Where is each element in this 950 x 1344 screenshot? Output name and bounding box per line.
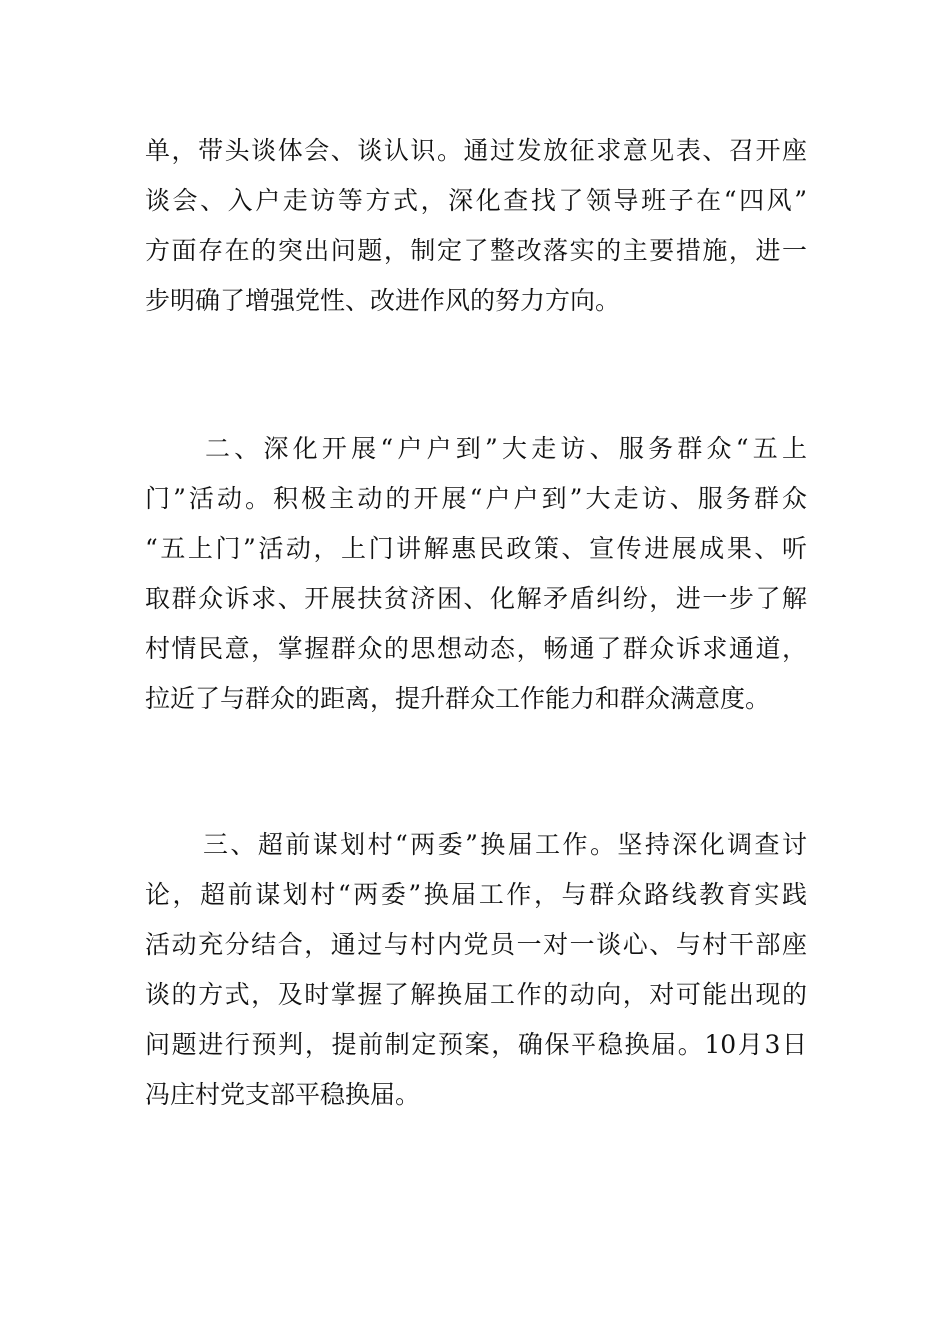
paragraph-line: 冯庄村党支部平稳换届。 xyxy=(145,1080,421,1109)
paragraph-line: 活动充分结合，通过与村内党员一对一谈心、与村干部座 xyxy=(145,930,807,959)
paragraph-line: 谈的方式，及时掌握了解换届工作的动向，对可能出现的 xyxy=(145,980,807,1009)
paragraph-line: 门”活动。积极主动的开展“户户到”大走访、服务群众 xyxy=(145,484,807,513)
paragraph-line: 问题进行预判，提前制定预案，确保平稳换届。10月3日 xyxy=(145,1030,807,1059)
paragraph-line: 二、深化开展“户户到”大走访、服务群众“五上 xyxy=(205,434,807,463)
paragraph-line: 单，带头谈体会、谈认识。通过发放征求意见表、召开座 xyxy=(145,136,807,165)
paragraph-line: 村情民意，掌握群众的思想动态，畅通了群众诉求通道， xyxy=(145,634,807,663)
paragraph-line: “五上门”活动，上门讲解惠民政策、宣传进展成果、听 xyxy=(145,534,807,563)
paragraph-line: 三、超前谋划村“两委”换届工作。坚持深化调查讨 xyxy=(203,830,807,859)
paragraph-line: 谈会、入户走访等方式，深化查找了领导班子在“四风” xyxy=(145,186,807,215)
paragraph-line: 步明确了增强党性、改进作风的努力方向。 xyxy=(145,286,621,315)
paragraph-line: 拉近了与群众的距离，提升群众工作能力和群众满意度。 xyxy=(145,684,771,713)
paragraph-line: 论，超前谋划村“两委”换届工作，与群众路线教育实践 xyxy=(145,880,807,909)
paragraph-line: 方面存在的突出问题，制定了整改落实的主要措施，进一 xyxy=(145,236,807,265)
paragraph-line: 取群众诉求、开展扶贫济困、化解矛盾纠纷，进一步了解 xyxy=(145,584,807,613)
